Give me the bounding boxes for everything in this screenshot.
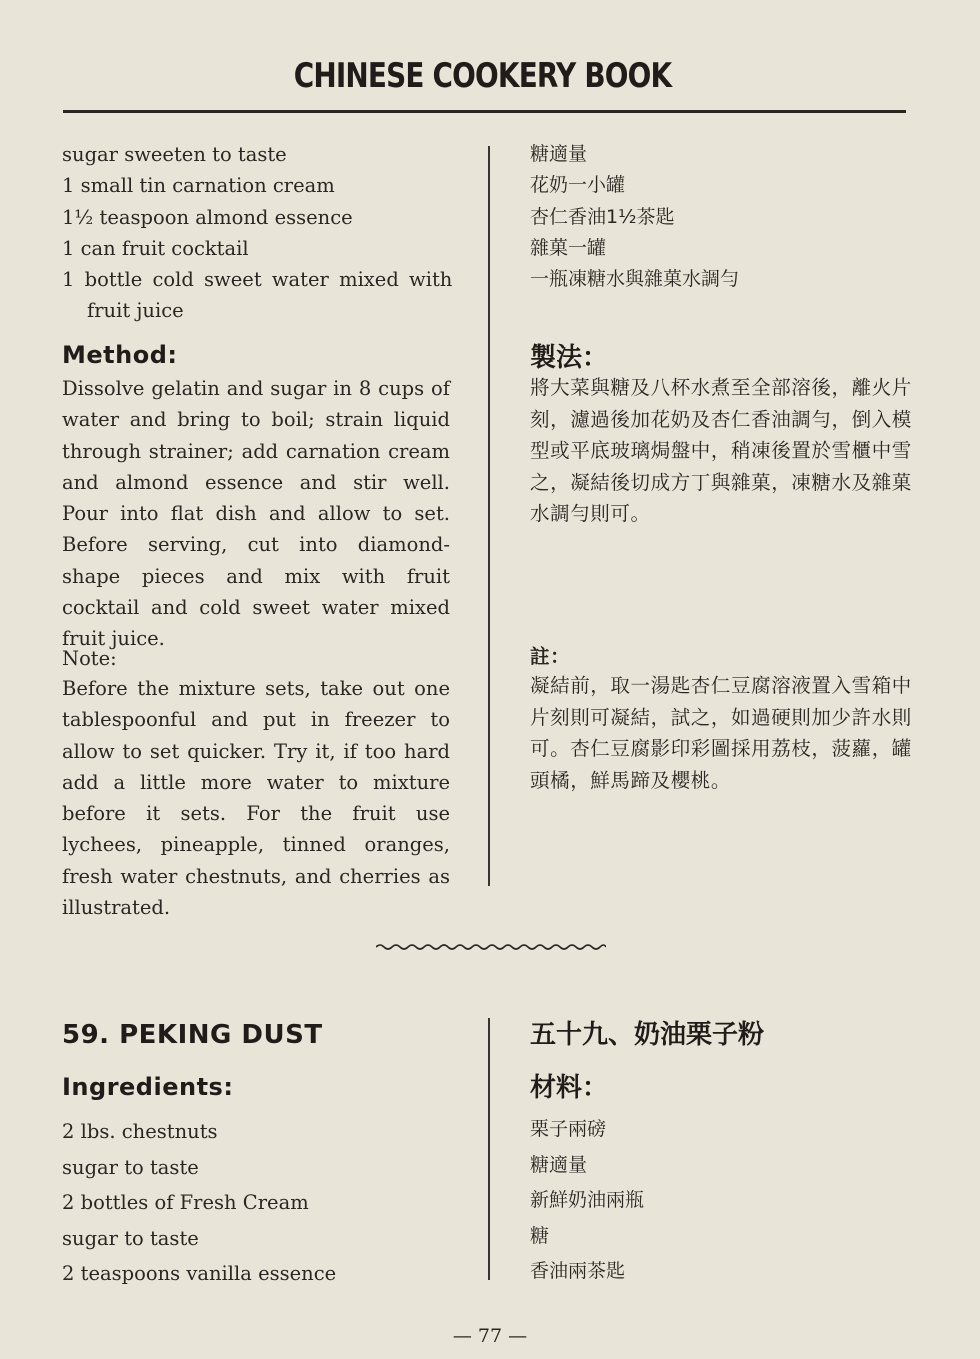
page-number: — 77 — [452,1325,528,1347]
column-divider-top [488,146,490,886]
ingredient-line: 1½ teaspoon almond essence [62,205,353,229]
column-divider-bottom [488,1018,490,1280]
ingredient-line-zh: 糖 [530,1224,550,1247]
ingredient-line: 1 small tin carnation cream [62,174,335,198]
method-text-en: Dissolve gelatin and sugar in 8 cups of water and bring to boil; strain liquid through strainer; add carnation cream and almond essence and stir well. Pour into flat dish and allow to set. Before serving, cut into diamond-shape pieces and mix with fruit cocktail and cold sweet water mixed fruit juice. [62,377,450,651]
note-text-zh: 凝結前，取一湯匙杏仁豆腐溶液置入雪箱中片刻則可凝結，試之，如過硬則加少許水則可。杏仁豆腐影印彩圖採用荔枝，菠蘿，罐頭橘，鮮馬蹄及櫻桃。 [530,674,912,792]
ingredients-heading-zh: 材料： [530,1073,609,1103]
ingredient-line-zh: 糖適量 [530,143,588,165]
note-text-en: Before the mixture sets, take out one tablespoonful and put in freezer to allow to set quicker. Try it, if too hard add a little more water to mixture before it sets. For the fruit use lychees, pineapple, tinned oranges, fresh water chestnuts, and cherries as illustrated. [62,677,450,920]
ingredient-line: sugar to taste [62,1226,199,1250]
ingredients-heading-en: Ingredients: [62,1073,234,1101]
recipe-title-zh: 五十九、奶油栗子粉 [530,1020,765,1050]
ingredients-list-zh [530,139,916,295]
ingredient-line: sugar to taste [62,1155,199,1179]
ingredient-line: sugar sweeten to taste [62,143,287,166]
note-heading-en: Note: [62,647,117,670]
ingredients-list-en [62,139,453,327]
ingredient-line-zh: 雜菓一罐 [530,236,607,259]
ingredient-line: 2 lbs. chestnuts [62,1120,218,1143]
recipe-59-ingredients-zh [530,1112,916,1290]
ingredient-line: 2 teaspoons vanilla essence [62,1262,337,1285]
recipe-59-ingredients-en [62,1114,450,1292]
ingredient-line-zh: 糖適量 [530,1153,588,1176]
ingredient-line-zh: 香油兩茶匙 [530,1260,626,1282]
wavy-divider [376,940,606,952]
page-title: CHINESE COOKERY BOOK [293,56,672,96]
method-text-zh: 將大菜與糖及八杯水煮至全部溶後，離火片刻，濾過後加花奶及杏仁香油調勻，倒入模型或平底玻璃焗盤中，稍凍後置於雪櫃中雪之，凝結後切成方丁與雜菓，凍糖水及雜菓水調勻則可。 [530,376,912,525]
ingredient-line: 1 bottle cold sweet water mixed with [62,268,453,292]
ingredient-line: fruit juice [87,299,184,323]
recipe-title-en: 59. PEKING DUST [62,1020,323,1050]
ingredient-line-zh: 杏仁香油1½茶匙 [530,205,675,228]
method-heading-en: Method: [62,341,178,369]
method-heading-zh: 製法： [530,343,609,373]
ingredient-line: 2 bottles of Fresh Cream [62,1191,309,1214]
note-heading-zh: 註： [530,645,571,668]
ingredient-line-zh: 花奶一小罐 [530,174,626,197]
ingredient-line-zh: 一瓶凍糖水與雜菓水調勻 [530,268,740,291]
header-rule [63,110,906,113]
ingredient-line-zh: 新鮮奶油兩瓶 [530,1189,645,1211]
ingredient-line-zh: 栗子兩磅 [530,1118,607,1140]
ingredient-line: 1 can fruit cocktail [62,236,249,260]
